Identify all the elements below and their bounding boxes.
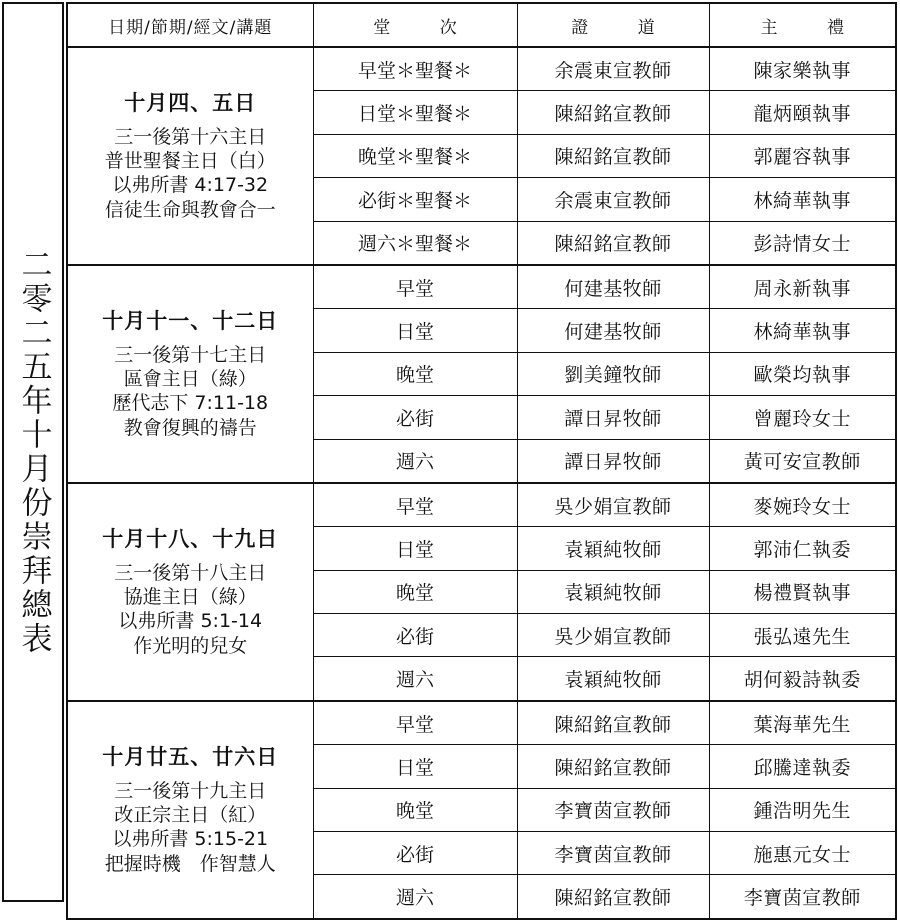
preacher-cell: 余震東宣教師 — [517, 47, 709, 91]
service-cell: 日堂 — [313, 309, 517, 352]
host-cell: 楊禮賢執事 — [709, 570, 896, 613]
service-cell: 晚堂 — [313, 352, 517, 395]
host-cell: 麥婉玲女士 — [709, 483, 896, 527]
service-cell: 早堂＊聖餐＊ — [313, 47, 517, 91]
week-info-line: 以弗所書 5:15-21 — [112, 828, 269, 851]
week-info-line: 教會復興的禱告 — [123, 416, 257, 439]
table-row — [67, 483, 896, 527]
service-cell: 必街＊聖餐＊ — [313, 178, 517, 221]
header-host: 主 禮 — [709, 3, 896, 47]
service-cell: 早堂 — [313, 265, 517, 309]
preacher-cell: 陳紹銘宣教師 — [517, 221, 709, 265]
preacher-cell: 劉美鐘牧師 — [517, 352, 709, 395]
week-date: 十月四、五日 — [124, 90, 257, 115]
week-date: 十月十一、十二日 — [102, 308, 279, 333]
preacher-cell: 陳紹銘宣教師 — [517, 91, 709, 134]
week-info-line: 三一後第十九主日 — [114, 779, 267, 802]
week-info-line: 歷代志下 7:11-18 — [112, 392, 269, 415]
week-info-line: 信徒生命與教會合一 — [104, 198, 276, 221]
preacher-cell: 譚日昇牧師 — [517, 396, 709, 439]
service-cell: 晚堂＊聖餐＊ — [313, 134, 517, 177]
worship-schedule-table — [66, 2, 897, 920]
preacher-cell: 陳紹銘宣教師 — [517, 134, 709, 177]
host-cell: 鍾浩明先生 — [709, 788, 896, 831]
service-cell: 週六 — [313, 875, 517, 919]
host-cell: 郭沛仁執委 — [709, 527, 896, 570]
host-cell: 葉海華先生 — [709, 701, 896, 745]
preacher-cell: 陳紹銘宣教師 — [517, 875, 709, 919]
header-info: 日期/節期/經文/講題 — [67, 3, 313, 47]
host-cell: 胡何毅詩執委 — [709, 657, 896, 701]
table-row — [67, 701, 896, 745]
host-cell: 周永新執事 — [709, 265, 896, 309]
preacher-cell: 何建基牧師 — [517, 309, 709, 352]
preacher-cell: 余震東宣教師 — [517, 178, 709, 221]
week-info-cell — [67, 265, 313, 483]
service-cell: 必街 — [313, 396, 517, 439]
preacher-cell: 袁穎純牧師 — [517, 570, 709, 613]
service-cell: 週六＊聖餐＊ — [313, 221, 517, 265]
host-cell: 陳家樂執事 — [709, 47, 896, 91]
week-info-line: 以弗所書 4:17-32 — [112, 174, 269, 197]
week-group — [67, 265, 896, 483]
preacher-cell: 吳少娟宣教師 — [517, 483, 709, 527]
table-row — [67, 47, 896, 91]
vertical-title: 二零二五年十月份崇拜總表 — [15, 248, 52, 656]
host-cell: 黃可安宣教師 — [709, 439, 896, 483]
preacher-cell: 陳紹銘宣教師 — [517, 745, 709, 788]
service-cell: 日堂 — [313, 745, 517, 788]
header-service: 堂 次 — [313, 3, 517, 47]
week-info-cell — [67, 483, 313, 701]
service-cell: 日堂 — [313, 527, 517, 570]
week-group — [67, 483, 896, 701]
service-cell: 週六 — [313, 657, 517, 701]
host-cell: 龍炳頤執事 — [709, 91, 896, 134]
host-cell: 施惠元女士 — [709, 832, 896, 875]
week-info-line: 三一後第十七主日 — [114, 343, 267, 366]
preacher-cell: 何建基牧師 — [517, 265, 709, 309]
service-cell: 早堂 — [313, 483, 517, 527]
week-group — [67, 701, 896, 919]
host-cell: 郭麗容執事 — [709, 134, 896, 177]
host-cell: 林綺華執事 — [709, 178, 896, 221]
week-info-line: 以弗所書 5:1-14 — [118, 610, 263, 633]
service-cell: 早堂 — [313, 701, 517, 745]
host-cell: 林綺華執事 — [709, 309, 896, 352]
preacher-cell: 吳少娟宣教師 — [517, 614, 709, 657]
preacher-cell: 譚日昇牧師 — [517, 439, 709, 483]
week-info-line: 三一後第十六主日 — [114, 125, 267, 148]
preacher-cell: 陳紹銘宣教師 — [517, 701, 709, 745]
schedule-sheet — [2, 2, 895, 910]
host-cell: 歐榮均執事 — [709, 352, 896, 395]
host-cell: 李寶茵宣教師 — [709, 875, 896, 919]
preacher-cell: 袁穎純牧師 — [517, 527, 709, 570]
week-date: 十月廿五、廿六日 — [102, 744, 279, 769]
week-group — [67, 47, 896, 265]
week-info-line: 改正宗主日（紅） — [114, 803, 267, 826]
service-cell: 必街 — [313, 614, 517, 657]
host-cell: 邱騰達執委 — [709, 745, 896, 788]
service-cell: 必街 — [313, 832, 517, 875]
week-info-line: 協進主日（綠） — [123, 586, 257, 608]
table-row — [67, 265, 896, 309]
service-cell: 週六 — [313, 439, 517, 483]
preacher-cell: 李寶茵宣教師 — [517, 788, 709, 831]
header-row — [67, 3, 896, 47]
service-cell: 日堂＊聖餐＊ — [313, 91, 517, 134]
week-info-line: 三一後第十八主日 — [114, 561, 267, 584]
host-cell: 彭詩情女士 — [709, 221, 896, 265]
service-cell: 晚堂 — [313, 570, 517, 613]
week-date: 十月十八、十九日 — [102, 526, 279, 551]
week-info-line: 作光明的兒女 — [133, 634, 248, 657]
host-cell: 張弘遠先生 — [709, 614, 896, 657]
week-info-cell — [67, 701, 313, 919]
host-cell: 曾麗玲女士 — [709, 396, 896, 439]
week-info-line: 區會主日（綠） — [123, 368, 257, 391]
week-info-line: 普世聖餐主日（白） — [104, 150, 276, 173]
vertical-title-box — [2, 2, 64, 902]
week-info-line: 把握時機 作智慧人 — [104, 852, 276, 875]
week-info-cell — [67, 47, 313, 265]
service-cell: 晚堂 — [313, 788, 517, 831]
preacher-cell: 袁穎純牧師 — [517, 657, 709, 701]
preacher-cell: 李寶茵宣教師 — [517, 832, 709, 875]
header-preacher: 證 道 — [517, 3, 709, 47]
